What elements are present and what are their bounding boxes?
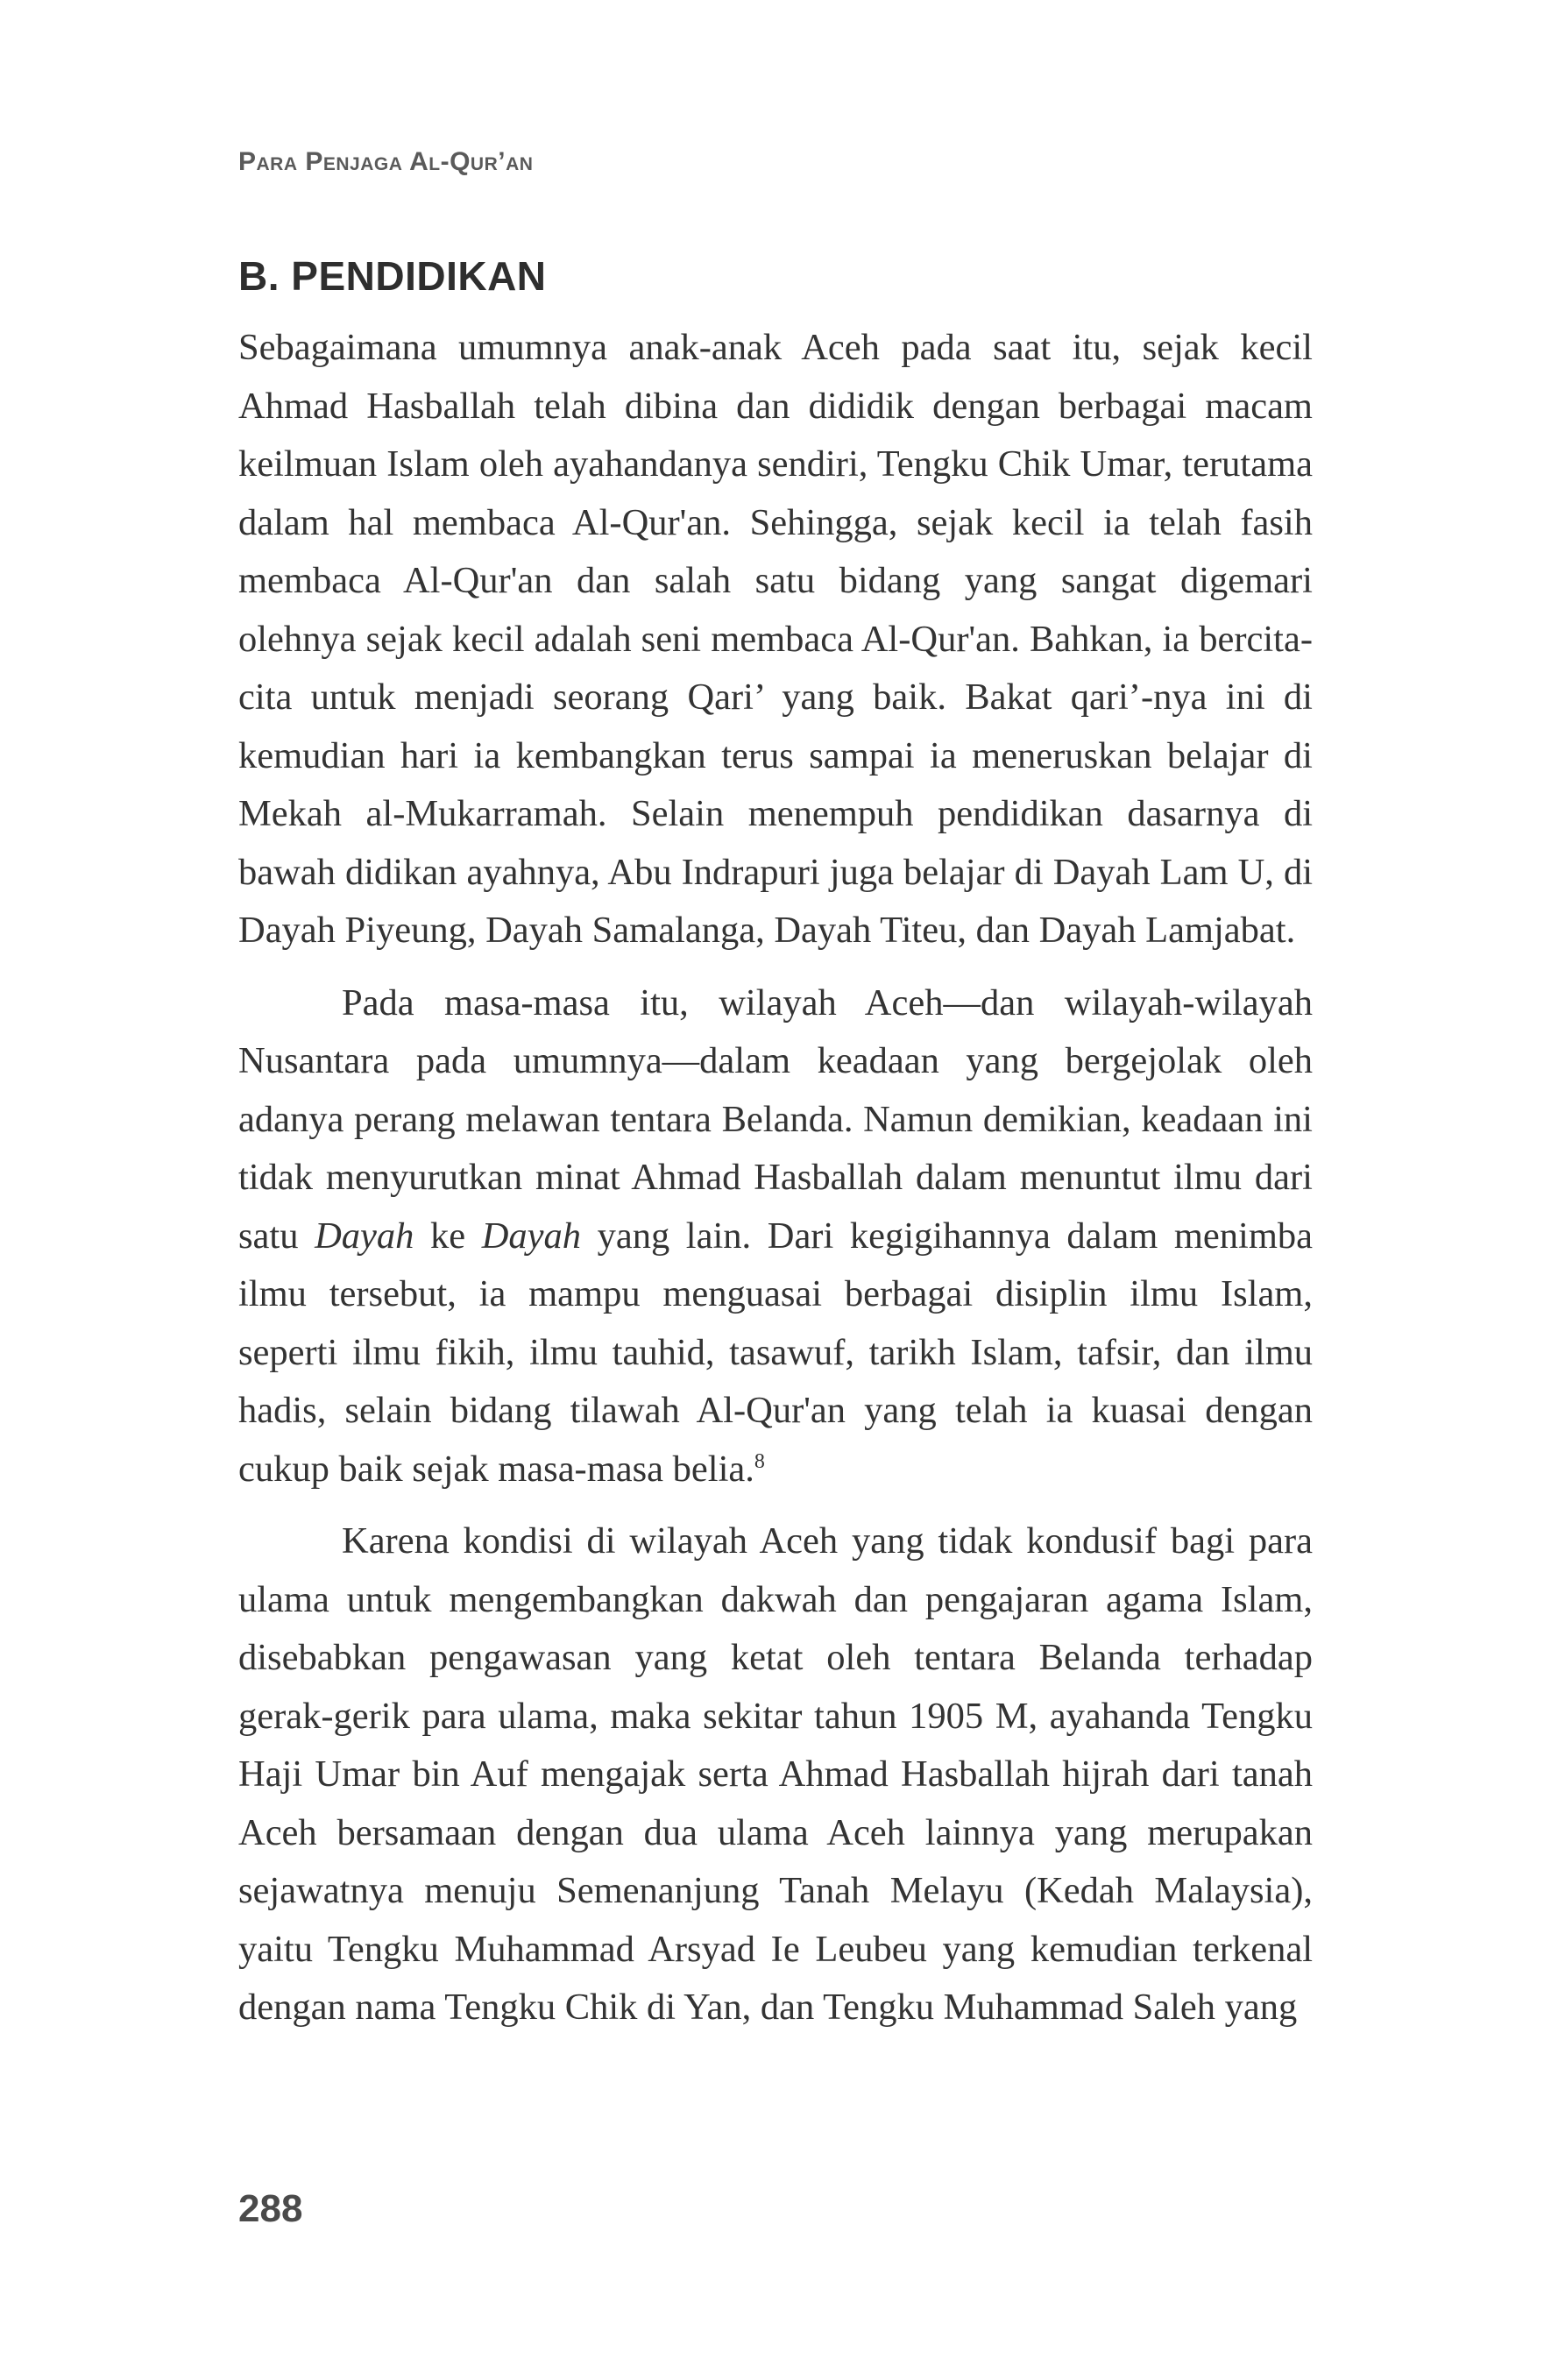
italic-term-dayah: Dayah	[481, 1215, 581, 1257]
paragraph-2-text-c: yang lain. Dari kegigihannya dalam menimba ilmu tersebut, ia mampu menguasai berbagai disiplin ilmu Islam, seperti ilmu fikih, ilmu tauhid, tasawuf, tarikh Islam, tafsir, dan ilmu hadis, selain bidang tilawah Al-Qur'an yang telah ia kuasai dengan cukup baik sejak masa-masa belia.	[238, 1215, 1313, 1490]
paragraph-1: Sebagaimana umumnya anak-anak Aceh pada saat itu, sejak kecil Ahmad Hasballah telah dibina dan dididik dengan berbagai macam keilmuan Islam oleh ayahandanya sendiri, Tengku Chik Umar, terutama dalam hal membaca Al-Qur'an. Sehingga, sejak kecil ia telah fasih membaca Al-Qur'an dan salah satu bidang yang sangat digemari olehnya sejak kecil adalah seni membaca Al-Qur'an. Bahkan, ia bercita-cita untuk menjadi seorang Qari’ yang baik. Bakat qari’-nya ini di kemudian hari ia kembangkan terus sampai ia meneruskan belajar di Mekah al-Mukarramah. Selain menempuh pendidikan dasarnya di bawah didikan ayahnya, Abu Indrapuri juga belajar di Dayah Lam U, di Dayah Piyeung, Dayah Samalanga, Dayah Titeu, dan Dayah Lamjabat.	[238, 327, 1313, 951]
body-text	[238, 319, 1313, 2037]
footnote-reference[interactable]: 8	[754, 1449, 765, 1473]
paragraph-2	[238, 974, 1313, 1499]
italic-term-dayah: Dayah	[315, 1215, 414, 1257]
section-heading: B. PENDIDIKAN	[238, 253, 547, 299]
paragraph-3: Karena kondisi di wilayah Aceh yang tidak kondusif bagi para ulama untuk mengembangkan dakwah dan pengajaran agama Islam, disebabkan pengawasan yang ketat oleh tentara Belanda terhadap gerak-gerik para ulama, maka sekitar tahun 1905 M, ayahanda Tengku Haji Umar bin Auf mengajak serta Ahmad Hasballah hijrah dari tanah Aceh bersamaan dengan dua ulama Aceh lainnya yang merupakan sejawatnya menuju Semenanjung Tanah Melayu (Kedah Malaysia), yaitu Tengku Muhammad Arsyad Ie Leubeu yang kemudian terkenal dengan nama Tengku Chik di Yan, dan Tengku Muhammad Saleh yang	[238, 1520, 1313, 2028]
paragraph-2-text-a: Pada masa-masa itu, wilayah Aceh—dan wilayah-wilayah Nusantara pada umumnya—dalam keadaan yang bergejolak oleh adanya perang melawan tentara Belanda. Namun demikian, keadaan ini tidak menyurutkan minat Ahmad Hasballah dalam menuntut ilmu dari satu	[238, 981, 1313, 1257]
running-header: Para Penjaga Al-Qur’an	[238, 147, 534, 176]
paragraph-2-text-b: ke	[414, 1215, 482, 1257]
page-number: 288	[238, 2187, 303, 2230]
